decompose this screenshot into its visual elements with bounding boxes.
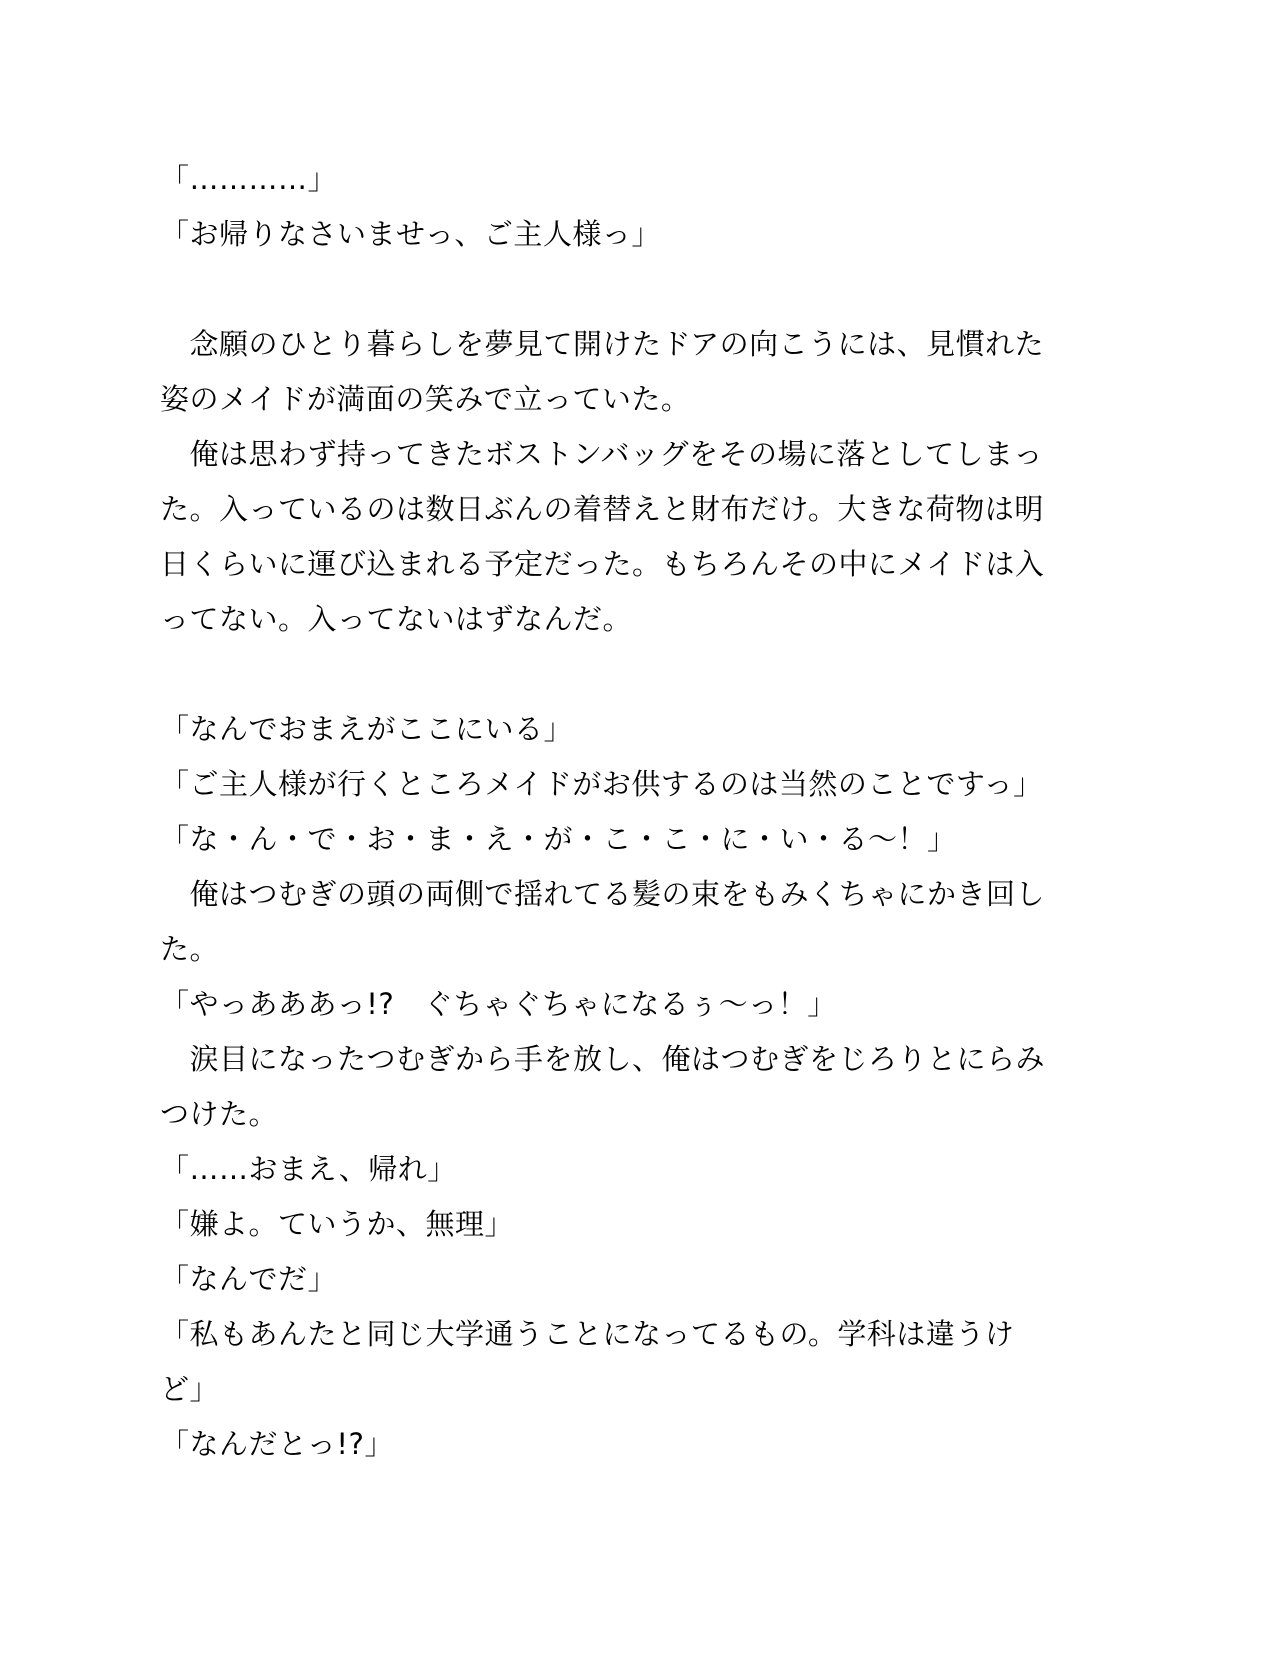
text-line: 「なんだとっ!?」 (160, 1427, 394, 1461)
text-line: 「お帰りなさいませっ、ご主人様っ」 (160, 217, 661, 251)
text-line: ど」 (160, 1372, 220, 1406)
document-page (160, 152, 1120, 1472)
text-line: 涙目になったつむぎから手を放し、俺はつむぎをじろりとにらみ (160, 1042, 1046, 1076)
text-line: 「な・ん・で・お・ま・え・が・こ・こ・に・い・る～！」 (160, 822, 957, 856)
text-line: 「……おまえ、帰れ」 (160, 1152, 457, 1186)
blank-line (160, 647, 1120, 702)
text-line: た。 (160, 932, 220, 966)
text-line: 「…………」 (160, 162, 338, 196)
text-line: つけた。 (160, 1097, 279, 1131)
text-line: 俺は思わず持ってきたボストンバッグをその場に落としてしまっ (160, 437, 1043, 471)
text-line: 「なんでおまえがここにいる」 (160, 712, 574, 746)
text-line: ってない。入ってないはずなんだ。 (160, 602, 633, 636)
text-line: 念願のひとり暮らしを夢見て開けたドアの向こうには、見慣れた (160, 327, 1045, 361)
text-line: 「ご主人様が行くところメイドがお供するのは当然のことですっ」 (160, 767, 1043, 801)
text-line: 俺はつむぎの頭の両側で揺れてる髪の束をもみくちゃにかき回し (160, 877, 1046, 911)
text-line: 姿のメイドが満面の笑みで立っていた。 (160, 382, 691, 416)
text-line: 「私もあんたと同じ大学通うことになってるもの。学科は違うけ (160, 1317, 1015, 1351)
text-line: 「嫌よ。ていうか、無理」 (160, 1207, 515, 1241)
text-line: た。入っているのは数日ぶんの着替えと財布だけ。大きな荷物は明 (160, 492, 1044, 526)
text-line: 「なんでだ」 (160, 1262, 338, 1296)
blank-line (160, 262, 1120, 317)
text-line: 「やっあああっ!? ぐちゃぐちゃになるぅ～っ！」 (160, 987, 837, 1021)
text-line: 日くらいに運び込まれる予定だった。もちろんその中にメイドは入 (160, 547, 1045, 581)
